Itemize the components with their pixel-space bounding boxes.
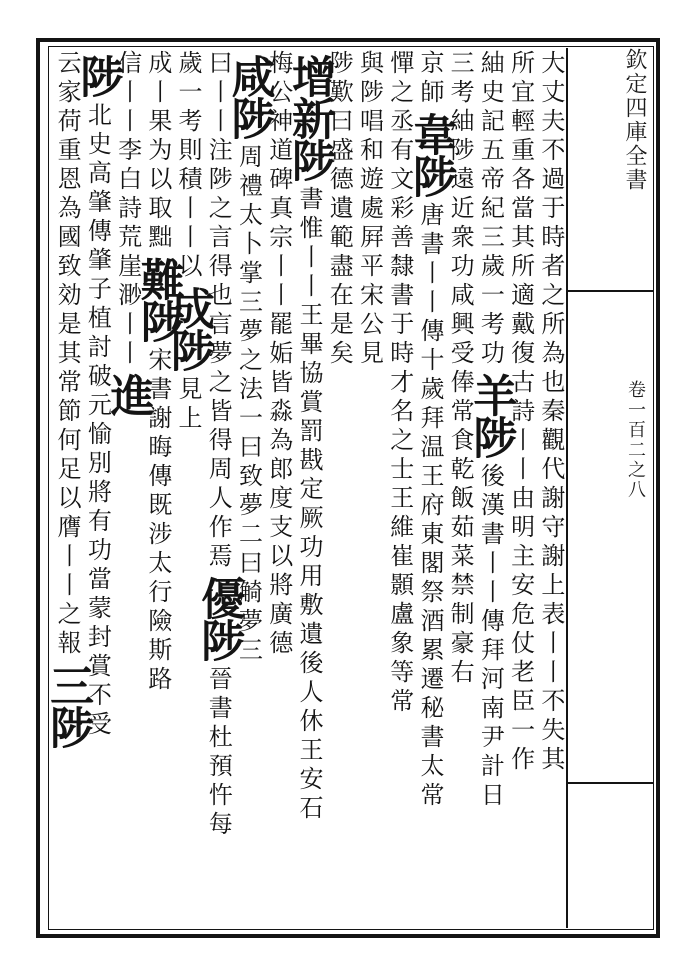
entry-heading: 咸陟 [223,54,275,138]
entry-text: 晉書杜預忤每 [204,666,233,840]
entry-text: 憚之 [385,50,414,108]
entry-heading: 羊陟 [465,373,517,457]
entry-text: 陟歎曰盛德遺範盡在是矣 [325,50,354,369]
entry-text: 紬史記五帝紀三歲一考功 [476,50,505,369]
margin-rule-lower [568,782,654,784]
entry-text: 書惟丨丨王畢協賞罰戡定厥功用敷遺後人休王安石 [295,186,323,824]
entry-text: 大丈夫不過于時者之所為也秦觀代謝守謝上表丨丨不失其 [536,50,565,775]
book-title: 欽定四庫全書 [622,48,647,192]
entry-text: 歲一考則積丨丨以 [174,50,203,282]
entry-heading: 韋陟 [404,112,456,196]
entry-heading: 成陟 [163,286,215,370]
entry-text: 成丨果为以取黜 [143,50,172,253]
entry-text: 後漢書丨丨傳拜河南尹計日 [476,463,505,811]
entry-heading: 優陟 [193,576,245,660]
entry-text: 信丨丨李白詩荒崖渺丨丨 [113,50,142,369]
entry-text: 丞有文彩善隸書于時才名之士王維崔顥盧象等常 [385,108,414,717]
entry-text: 所宜輕重各當其所適戴復古詩丨丨由明主安危仗老臣一作 [506,50,535,775]
entry-heading: 增新陟 [284,54,335,180]
margin-rule-upper [568,290,654,292]
entry-text: 受俸常食乾飯茹菜禁制豪右 [446,340,475,688]
entry-text: 與陟唱和遊處屛平宋公見 [355,50,384,369]
entry-text: 唐書丨丨傳十歲拜温王府東閣祭酒累遷秘書太常 [415,202,444,811]
entry-text: 三考紬陟遠近衆功咸興 [446,50,475,340]
entry-text: 周禮太卜掌三夢之法一曰致夢二曰觭夢三 [234,144,263,666]
entry-heading: 難陟 [132,257,184,341]
text-column [42,50,94,930]
entry-heading: 進 [102,373,154,415]
entry-text: 京師 [415,50,444,108]
volume-label: 卷一百二之八 [625,380,646,500]
entry-text: 梅公神道碑真宗丨丨罷姤皆淼為郎度支以將廣德 [264,50,293,659]
entry-text: 北史高肇傳肇子植討破元愉別將有功當蒙封賞不受 [83,102,112,740]
entry-text: 見上 [174,376,203,434]
entry-heading: 陟 [72,54,124,96]
entry-heading: 三陟 [42,663,94,747]
entry-text: 曰丨丨注陟之言得也言夢之皆得周人作焉 [204,50,233,572]
entry-text: 云家荷重恩為國致効是其常節何足以膺丨丨之報 [53,50,82,659]
entry-text: 宋書謝晦傳既涉太行險斯路 [143,347,172,695]
